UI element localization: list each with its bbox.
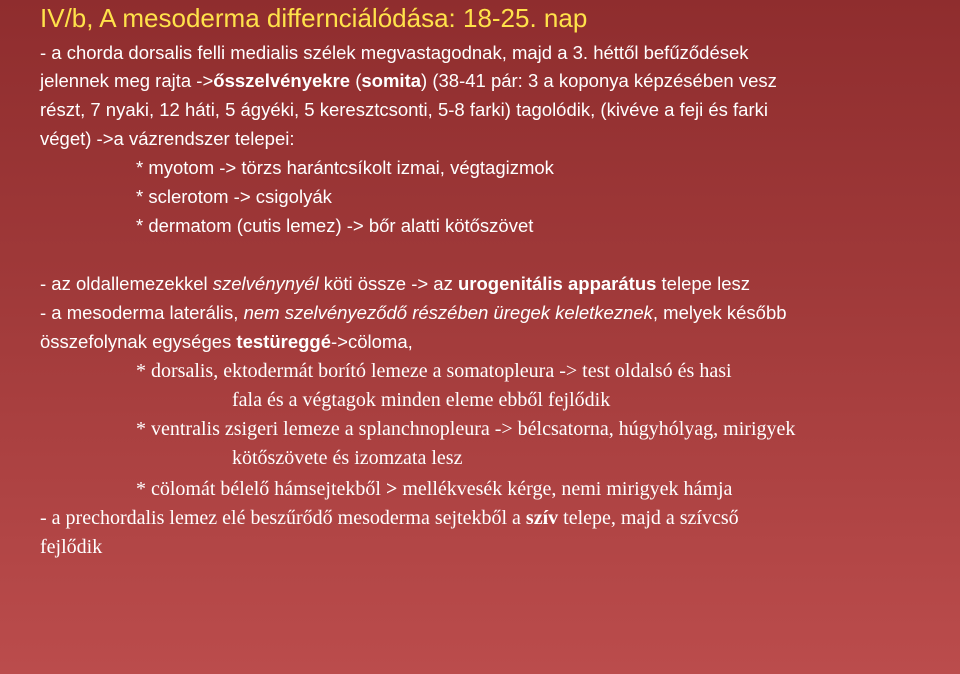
text-line-17: fejlődik <box>40 536 103 558</box>
text-line-3: részt, 7 nyaki, 12 háti, 5 ágyéki, 5 keresztcsonti, 5-8 farki) tagolódik, (kivéve a feji és farki <box>40 99 768 120</box>
text-line-2 <box>40 69 777 93</box>
term-testureg: testüreggé <box>236 331 331 352</box>
text-segment: jelennek meg rajta -> <box>40 70 214 91</box>
text-segment: telepe, majd a szívcső <box>558 507 739 529</box>
term-somita: somita <box>361 70 422 91</box>
term-szelvenynyel: szelvénynyél <box>212 273 319 294</box>
bullet-ventralis: * ventralis zsigeri lemeze a splanchnopleura -> bélcsatorna, húgyhólyag, mirigyek <box>136 418 796 440</box>
text-line-12: fala és a végtagok minden eleme ebből fejlődik <box>232 389 611 411</box>
text-segment: , melyek később <box>652 302 787 323</box>
text-segment: - az oldallemezekkel <box>40 273 213 294</box>
term-osszelvenyekre: ősszelvényekre <box>213 70 351 91</box>
term-sziv: szív <box>525 507 559 529</box>
text-segment: mellékvesék kérge, nemi mirigyek hámja <box>402 478 733 500</box>
term-urogenitalis-apparatus: urogenitális apparátus <box>458 273 657 294</box>
text-segment: ) (38-41 pár: 3 a koponya képzésében vesz <box>421 70 777 91</box>
text-line-10 <box>40 330 413 354</box>
bullet-dorsalis: * dorsalis, ektodermát borító lemeze a somatopleura -> test oldalsó és hasi <box>136 360 732 382</box>
text-line-14: kötőszövete és izomzata lesz <box>232 447 463 469</box>
text-segment: - a mesoderma laterális, <box>40 302 244 323</box>
arrow-symbol: > <box>380 478 403 500</box>
text-line-8 <box>40 272 750 296</box>
term-uregek: nem szelvényeződő részében üregek keletkeznek <box>243 302 653 323</box>
text-segment: - a prechordalis lemez elé beszűrődő mesoderma sejtekből a <box>40 507 526 529</box>
text-line-4: véget) ->a vázrendszer telepei: <box>40 128 295 149</box>
text-segment: ( <box>350 70 362 91</box>
text-line-1: - a chorda dorsalis felli medialis szélek megvastagodnak, majd a 3. héttől befűződések <box>40 42 749 63</box>
text-segment: összefolynak egységes <box>40 331 237 352</box>
text-line-16 <box>40 506 739 530</box>
bullet-myotom: * myotom -> törzs harántcsíkolt izmai, végtagizmok <box>136 157 554 178</box>
bullet-sclerotom: * sclerotom -> csigolyák <box>136 186 332 207</box>
text-segment: telepe lesz <box>656 273 750 294</box>
text-segment: köti össze -> az <box>318 273 458 294</box>
text-line-9 <box>40 301 787 325</box>
slide-title: IV/b, A mesoderma differnciálódása: 18-25. nap <box>40 3 588 33</box>
text-segment: * cölomát bélelő hámsejtekből <box>136 478 381 500</box>
text-segment: ->cöloma, <box>331 331 413 352</box>
bullet-dermatom: * dermatom (cutis lemez) -> bőr alatti kötőszövet <box>136 215 534 236</box>
bullet-colomat <box>136 477 732 501</box>
